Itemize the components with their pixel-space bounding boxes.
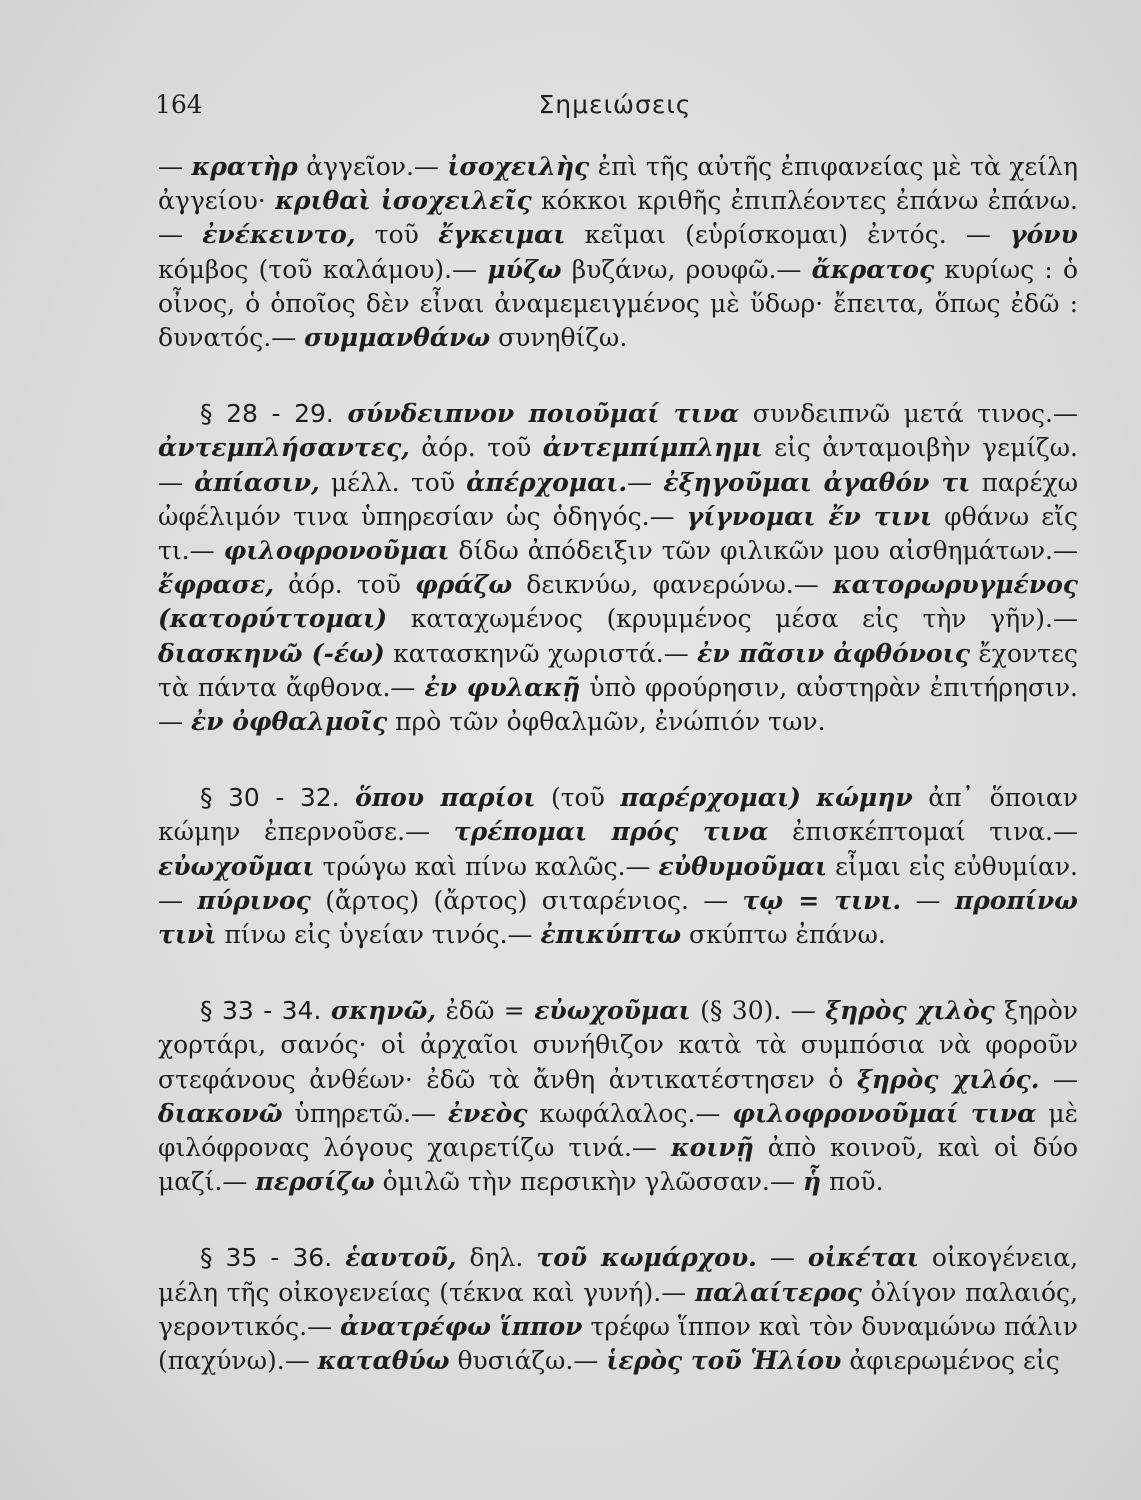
gloss-text: — bbox=[1039, 1064, 1078, 1094]
gloss-text: οἰκογένεια, μέλη τῆς οἰκογενείας (τέκνα καὶ γυνή).— bbox=[158, 1243, 1079, 1307]
greek-term: ἐν πᾶσιν ἀφθόνοις bbox=[697, 638, 970, 668]
greek-term: ἐν φυλακῇ bbox=[424, 672, 581, 702]
gloss-text bbox=[321, 996, 330, 1025]
gloss-text: (τοῦ bbox=[535, 783, 621, 813]
greek-term: πύρινος bbox=[197, 885, 311, 915]
greek-term: γίγνομαι ἔν τινι bbox=[686, 501, 933, 531]
gloss-text: πρὸ τῶν ὀφθαλμῶν, ἐνώπιόν των. bbox=[387, 707, 826, 737]
gloss-text: κόκκοι κριθῆς ἐπιπλέοντες ἐπάνω ἐπάνω. — bbox=[158, 186, 1078, 250]
note-paragraph bbox=[158, 994, 1078, 1199]
greek-term: σκηνῶ, bbox=[330, 996, 437, 1026]
gloss-text: ὑπὸ φρούρησιν, αὐστηρὰν ἐπιτήρησιν.— bbox=[158, 672, 1078, 737]
gloss-text bbox=[334, 399, 348, 428]
gloss-text: — bbox=[158, 152, 192, 181]
greek-term: ἀπίασιν, bbox=[194, 467, 320, 497]
gloss-text: παρέχω ὠφέλιμόν τινα ὑπηρεσίαν ὡς ὁδηγός.— bbox=[158, 467, 1078, 531]
gloss-text: καταχωμένος (κρυμμένος μέσα εἰς τὴν γῆν).— bbox=[387, 604, 1078, 634]
gloss-text: συνδειπνῶ μετά τινος.— bbox=[739, 399, 1078, 429]
gloss-text: (§ 30). — bbox=[690, 996, 826, 1026]
notes-body bbox=[158, 150, 1078, 1420]
gloss-text: — bbox=[901, 885, 955, 915]
greek-term: τοῦ κωμάρχου. bbox=[536, 1243, 757, 1273]
greek-term: παρέρχομαι) bbox=[620, 783, 801, 813]
note-paragraph bbox=[158, 150, 1078, 355]
gloss-text bbox=[801, 783, 817, 812]
gloss-text: ὁμιλῶ τὴν περσικὴν γλῶσσαν.— bbox=[374, 1167, 803, 1197]
gloss-text: κωφάλαλος.— bbox=[527, 1098, 733, 1128]
greek-term: ἐνέκειντο, bbox=[202, 220, 356, 250]
greek-term: ἀνατρέφω ἵππον bbox=[340, 1311, 583, 1341]
note-paragraph bbox=[158, 1241, 1078, 1378]
gloss-text: βυζάνω, ρουφῶ.— bbox=[561, 254, 812, 284]
greek-term: φιλοφρονοῦμαί τινα bbox=[732, 1098, 1037, 1128]
greek-term: ἐξηγοῦμαι ἀγαθόν τι bbox=[663, 467, 971, 497]
gloss-text bbox=[332, 1243, 345, 1272]
note-paragraph bbox=[158, 781, 1078, 952]
greek-term: ἰσοχειλὴς bbox=[447, 152, 590, 181]
section-number: § 35 - 36. bbox=[200, 1243, 333, 1273]
gloss-text: φθάνω εἴς τι.— bbox=[158, 501, 1079, 566]
greek-term: ὅπου παρίοι bbox=[355, 783, 536, 813]
gloss-text: ἀόρ. τοῦ bbox=[274, 570, 416, 600]
greek-term: ἀπέρχομαι. bbox=[466, 467, 628, 497]
gloss-text: μέλλ. τοῦ bbox=[319, 467, 467, 497]
greek-term: συμμανθάνω bbox=[304, 323, 491, 353]
greek-term: εὐωχοῦμαι bbox=[158, 851, 315, 881]
gloss-text: ποῦ. bbox=[821, 1167, 884, 1197]
greek-term: παλαίτερος bbox=[694, 1277, 862, 1307]
gloss-text: κεῖμαι (εὑρίσκομαι) ἐντός. — bbox=[565, 220, 1011, 250]
gloss-text: κατασκηνῶ χωριστά.— bbox=[384, 638, 698, 668]
gloss-text: τοῦ bbox=[355, 220, 439, 250]
gloss-text: κόμβος (τοῦ καλάμου).— bbox=[158, 254, 488, 284]
gloss-text: πίνω εἰς ὑγείαν τινός.— bbox=[216, 920, 541, 950]
greek-term: ἔγκειμαι bbox=[438, 220, 566, 250]
gloss-text: ἐπὶ τῆς αὐτῆς ἐπιφανείας μὲ τὰ χείλη ἀγγείου· bbox=[158, 152, 1078, 216]
gloss-text: δίδω ἀπόδειξιν τῶν φιλικῶν μου αἰσθημάτων.— bbox=[449, 536, 1078, 566]
page-number: 164 bbox=[155, 90, 203, 119]
page-title: Σημειώσεις bbox=[538, 90, 692, 119]
section-number: § 33 - 34. bbox=[200, 996, 322, 1026]
gloss-text: εἰς ἀνταμοιβὴν γεμίζω.— bbox=[158, 433, 1078, 497]
gloss-text: — bbox=[627, 467, 664, 497]
greek-term: φράζω bbox=[415, 570, 513, 600]
gloss-text: ἀπ᾿ ὅποιαν κώμην ἐπερνοῦσε.— bbox=[158, 783, 1079, 847]
greek-term: προπίνω τινὶ bbox=[158, 885, 1078, 950]
greek-term: τρέπομαι πρός τινα bbox=[453, 817, 769, 847]
greek-term: ἱερὸς τοῦ Ἡλίου bbox=[606, 1346, 842, 1376]
greek-term: διασκηνῶ (-έω) bbox=[158, 638, 385, 668]
greek-term: κώμην bbox=[816, 783, 913, 813]
greek-term: καταθύω bbox=[317, 1346, 450, 1376]
gloss-text bbox=[340, 783, 356, 812]
greek-term: σύνδειπνον ποιοῦμαί τινα bbox=[347, 399, 740, 429]
gloss-text: ἀγγεῖον.— bbox=[297, 152, 448, 181]
greek-term: ἑαυτοῦ, bbox=[345, 1243, 457, 1273]
section-number: § 30 - 32. bbox=[200, 783, 340, 813]
gloss-text: ἀφιερωμένος εἰς bbox=[841, 1346, 1060, 1376]
greek-term: φιλοφρονοῦμαι bbox=[223, 536, 450, 566]
greek-term: κοινῇ bbox=[670, 1133, 754, 1163]
greek-term: ἔφρασε, bbox=[158, 570, 275, 600]
gloss-text: ξηρὸν χορτάρι, σανός· οἱ ἀρχαῖοι συνήθιζον κατὰ τὰ συμπόσια νὰ φοροῦν στεφάνους ἀνθέων· ἐδῶ τὰ ἄνθη ἀντικατέστησεν ὁ bbox=[158, 996, 1078, 1094]
greek-term: ἄκρατος bbox=[811, 254, 935, 284]
greek-term: κριθαὶ ἰσοχειλεῖς bbox=[275, 186, 532, 216]
gloss-text: ἐδῶ = bbox=[436, 996, 535, 1026]
gloss-text: (ἄρτος) (ἄρτος) σιταρένιος. — bbox=[310, 885, 743, 915]
greek-term: ξηρὸς χιλὸς bbox=[825, 996, 995, 1026]
gloss-text: δηλ. bbox=[456, 1243, 537, 1273]
gloss-text: δεικνύω, φανερώνω.— bbox=[512, 570, 833, 600]
gloss-text: κυρίως : ὁ οἶνος, ὁ ὁποῖος δὲν εἶναι ἀναμεμειγμένος μὲ ὕδωρ· ἔπειτα, ὅπως ἐδῶ : δυνατός.— bbox=[158, 254, 1078, 353]
gloss-text: ἀπὸ κοινοῦ, καὶ οἱ δύο μαζί.— bbox=[158, 1133, 1079, 1197]
greek-term: τῳ = τινι. bbox=[742, 885, 902, 915]
gloss-text: ὀλίγον παλαιός, γεροντικός.— bbox=[158, 1277, 1079, 1341]
page-header bbox=[155, 90, 1075, 130]
gloss-text: μὲ φιλόφρονας λόγους χαιρετίζω τινά.— bbox=[158, 1098, 1078, 1163]
gloss-text: ἀόρ. τοῦ bbox=[409, 433, 543, 463]
greek-term: μύζω bbox=[487, 254, 562, 284]
gloss-text: ἔχοντες τὰ πάντα ἄφθονα.— bbox=[158, 638, 1078, 702]
gloss-text: σκύπτω ἐπάνω. bbox=[681, 920, 886, 950]
gloss-text: συνηθίζω. bbox=[490, 323, 628, 353]
gloss-text: τρώγω καὶ πίνω καλῶς.— bbox=[314, 851, 659, 881]
greek-term: περσίζω bbox=[255, 1167, 375, 1197]
section-number: § 28 - 29. bbox=[200, 399, 334, 429]
greek-term: εὐωχοῦμαι bbox=[534, 996, 691, 1026]
greek-term: οἰκέται bbox=[807, 1243, 919, 1273]
greek-term: ἐν ὀφθαλμοῖς bbox=[190, 707, 388, 737]
greek-term: γόνυ bbox=[1010, 220, 1078, 250]
greek-term: κρατὴρ bbox=[191, 152, 298, 181]
greek-term: ἐνεὸς bbox=[447, 1098, 528, 1128]
gloss-text: ἐπισκέπτομαί τινα.— bbox=[768, 817, 1078, 847]
greek-term: διακονῶ bbox=[158, 1098, 283, 1128]
greek-term: ἐπικύπτω bbox=[540, 920, 682, 950]
greek-term: ἀντεμπλήσαντες, bbox=[158, 433, 410, 463]
greek-term: κατορωρυγμένος (κατορύττομαι) bbox=[158, 570, 1078, 634]
greek-term: ἀντεμπίμπλημι bbox=[542, 433, 763, 463]
greek-term: ἧ bbox=[802, 1167, 821, 1197]
greek-term: ξηρὸς χιλός. bbox=[856, 1064, 1040, 1094]
greek-term: εὐθυμοῦμαι bbox=[658, 851, 828, 881]
gloss-text: ὑπηρετῶ.— bbox=[282, 1098, 448, 1128]
gloss-text: εἶμαι εἰς εὐθυμίαν.— bbox=[158, 851, 1078, 915]
gloss-text: τρέφω ἵππον καὶ τὸν δυναμώνω πάλιν (παχύνω).— bbox=[158, 1311, 1079, 1376]
note-paragraph bbox=[158, 397, 1078, 739]
gloss-text: θυσιάζω.— bbox=[449, 1346, 607, 1376]
gloss-text: — bbox=[756, 1243, 808, 1273]
